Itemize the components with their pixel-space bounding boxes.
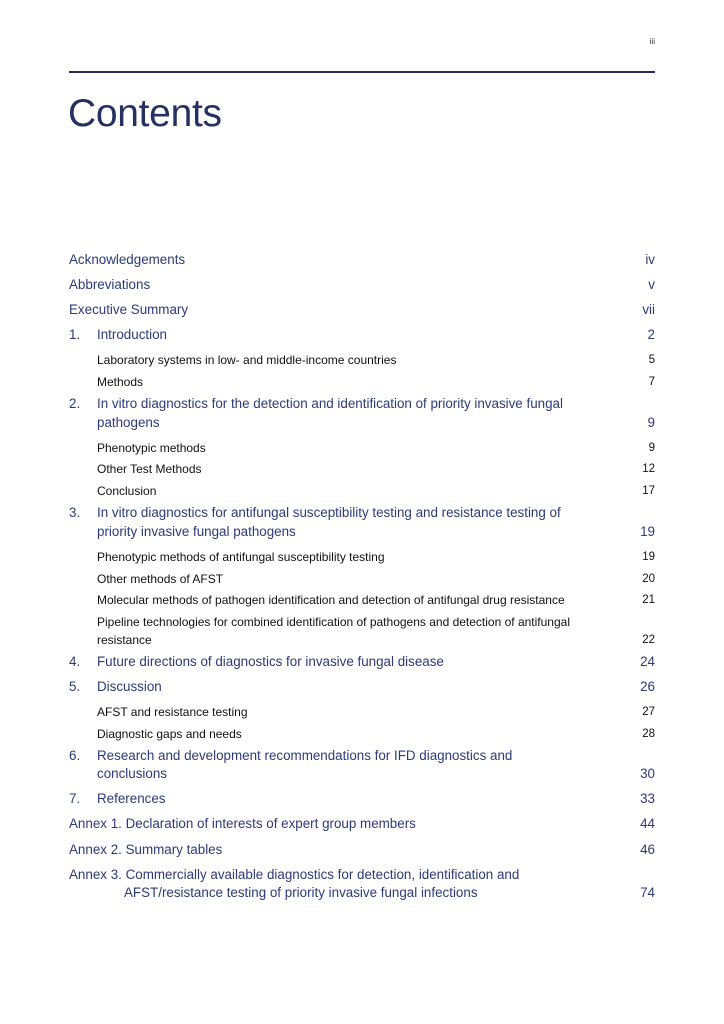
toc-entry-title: Other methods of AFST <box>97 571 224 586</box>
toc-entry-title: Other Test Methods <box>97 462 202 477</box>
toc-entry-page: 19 <box>642 550 655 563</box>
toc-entry-page: vii <box>642 302 655 318</box>
toc-entry-number: 7. <box>69 791 81 807</box>
toc-entry-page: 33 <box>640 791 655 807</box>
toc-entry-page: 30 <box>640 766 655 782</box>
toc-entry-page: 7 <box>648 376 655 389</box>
toc-entry[interactable] <box>69 815 655 834</box>
toc-entry-page: v <box>648 277 655 293</box>
toc-entry-title: Acknowledgements <box>69 252 186 267</box>
toc-entry-page: iv <box>645 252 655 267</box>
toc-entry-page: 2 <box>647 327 655 343</box>
toc-entry-page: 26 <box>640 679 655 695</box>
toc-entry[interactable] <box>69 747 655 784</box>
toc-entry-page: 24 <box>640 653 655 669</box>
page-title: Contents <box>68 92 222 135</box>
toc-subentry[interactable] <box>69 482 655 500</box>
toc-entry[interactable] <box>69 251 655 270</box>
toc-entry-page: 9 <box>648 441 655 454</box>
toc-entry-title: Annex 1. Declaration of interests of expert group members <box>69 816 416 832</box>
toc-entry-title: Molecular methods of pathogen identification and detection of antifungal drug resistance <box>97 593 565 608</box>
toc-entry[interactable] <box>69 504 655 541</box>
toc-subentry[interactable] <box>69 373 655 391</box>
toc-entry-title: In vitro diagnostics for the detection and identification of priority invasive fungal pathogens <box>97 395 563 430</box>
toc-entry-page: 9 <box>647 414 655 430</box>
table-of-contents <box>69 251 655 909</box>
toc-entry-title: Discussion <box>97 679 162 695</box>
header-rule <box>69 71 655 73</box>
toc-subentry[interactable] <box>69 613 655 649</box>
toc-entry-title: Annex 2. Summary tables <box>69 841 223 857</box>
toc-entry-title: Laboratory systems in low- and middle-income countries <box>97 353 397 368</box>
toc-entry-title: Diagnostic gaps and needs <box>97 726 242 741</box>
toc-entry-page: 21 <box>642 594 655 607</box>
toc-subentry[interactable] <box>69 548 655 566</box>
toc-entry-page: 44 <box>640 816 655 832</box>
toc-entry-page: 20 <box>642 572 655 585</box>
toc-entry-title-continued: AFST/resistance testing of priority invasive fungal infections <box>124 885 478 901</box>
toc-entry-number: 6. <box>69 747 81 763</box>
toc-subentry[interactable] <box>69 460 655 478</box>
toc-entry-title: Phenotypic methods of antifungal susceptibility testing <box>97 549 385 564</box>
toc-entry-page: 28 <box>642 727 655 740</box>
toc-entry-page: 19 <box>640 523 655 539</box>
toc-entry-page: 46 <box>640 841 655 857</box>
toc-entry[interactable] <box>69 790 655 809</box>
toc-entry[interactable] <box>69 301 655 320</box>
toc-entry-title: Conclusion <box>97 484 157 499</box>
toc-entry-title: Pipeline technologies for combined identification of pathogens and detection of antifungal resistance <box>97 615 570 648</box>
toc-subentry[interactable] <box>69 570 655 588</box>
toc-entry[interactable] <box>69 678 655 697</box>
toc-entry[interactable] <box>69 395 655 432</box>
toc-entry-title: Introduction <box>97 327 167 343</box>
toc-subentry[interactable] <box>69 351 655 369</box>
toc-entry-number: 2. <box>69 395 81 411</box>
toc-entry-title: Phenotypic methods <box>97 440 206 455</box>
toc-entry-page: 17 <box>642 485 655 498</box>
toc-entry-title: Methods <box>97 375 144 390</box>
toc-entry-title: Future directions of diagnostics for invasive fungal disease <box>97 653 444 669</box>
toc-entry-page: 5 <box>648 354 655 367</box>
toc-entry-page: 27 <box>642 706 655 719</box>
toc-entry-number: 3. <box>69 505 81 521</box>
toc-subentry[interactable] <box>69 591 655 609</box>
toc-entry[interactable] <box>69 866 655 903</box>
toc-entry-title: Research and development recommendations for IFD diagnostics and conclusions <box>97 747 513 782</box>
toc-entry-number: 1. <box>69 327 81 343</box>
toc-entry[interactable] <box>69 276 655 295</box>
toc-subentry[interactable] <box>69 725 655 743</box>
toc-entry-title: AFST and resistance testing <box>97 705 248 720</box>
toc-entry-title: In vitro diagnostics for antifungal susceptibility testing and resistance testing of priority invasive fungal pathogens <box>97 505 561 539</box>
toc-entry-title: Executive Summary <box>69 302 189 318</box>
toc-entry-number: 5. <box>69 679 81 695</box>
toc-entry-number: 4. <box>69 653 81 669</box>
toc-entry-page: 12 <box>642 463 655 476</box>
toc-entry[interactable] <box>69 326 655 345</box>
page-number: iii <box>649 37 655 46</box>
toc-entry-title: References <box>97 791 166 807</box>
toc-entry-page: 74 <box>640 885 655 901</box>
toc-subentry[interactable] <box>69 439 655 457</box>
toc-entry[interactable] <box>69 653 655 672</box>
toc-entry-title: Annex 3. Commercially available diagnostics for detection, identification and <box>69 866 520 882</box>
toc-entry-page: 22 <box>642 634 655 647</box>
toc-entry-title: Abbreviations <box>69 277 151 293</box>
toc-subentry[interactable] <box>69 703 655 721</box>
toc-entry[interactable] <box>69 841 655 860</box>
